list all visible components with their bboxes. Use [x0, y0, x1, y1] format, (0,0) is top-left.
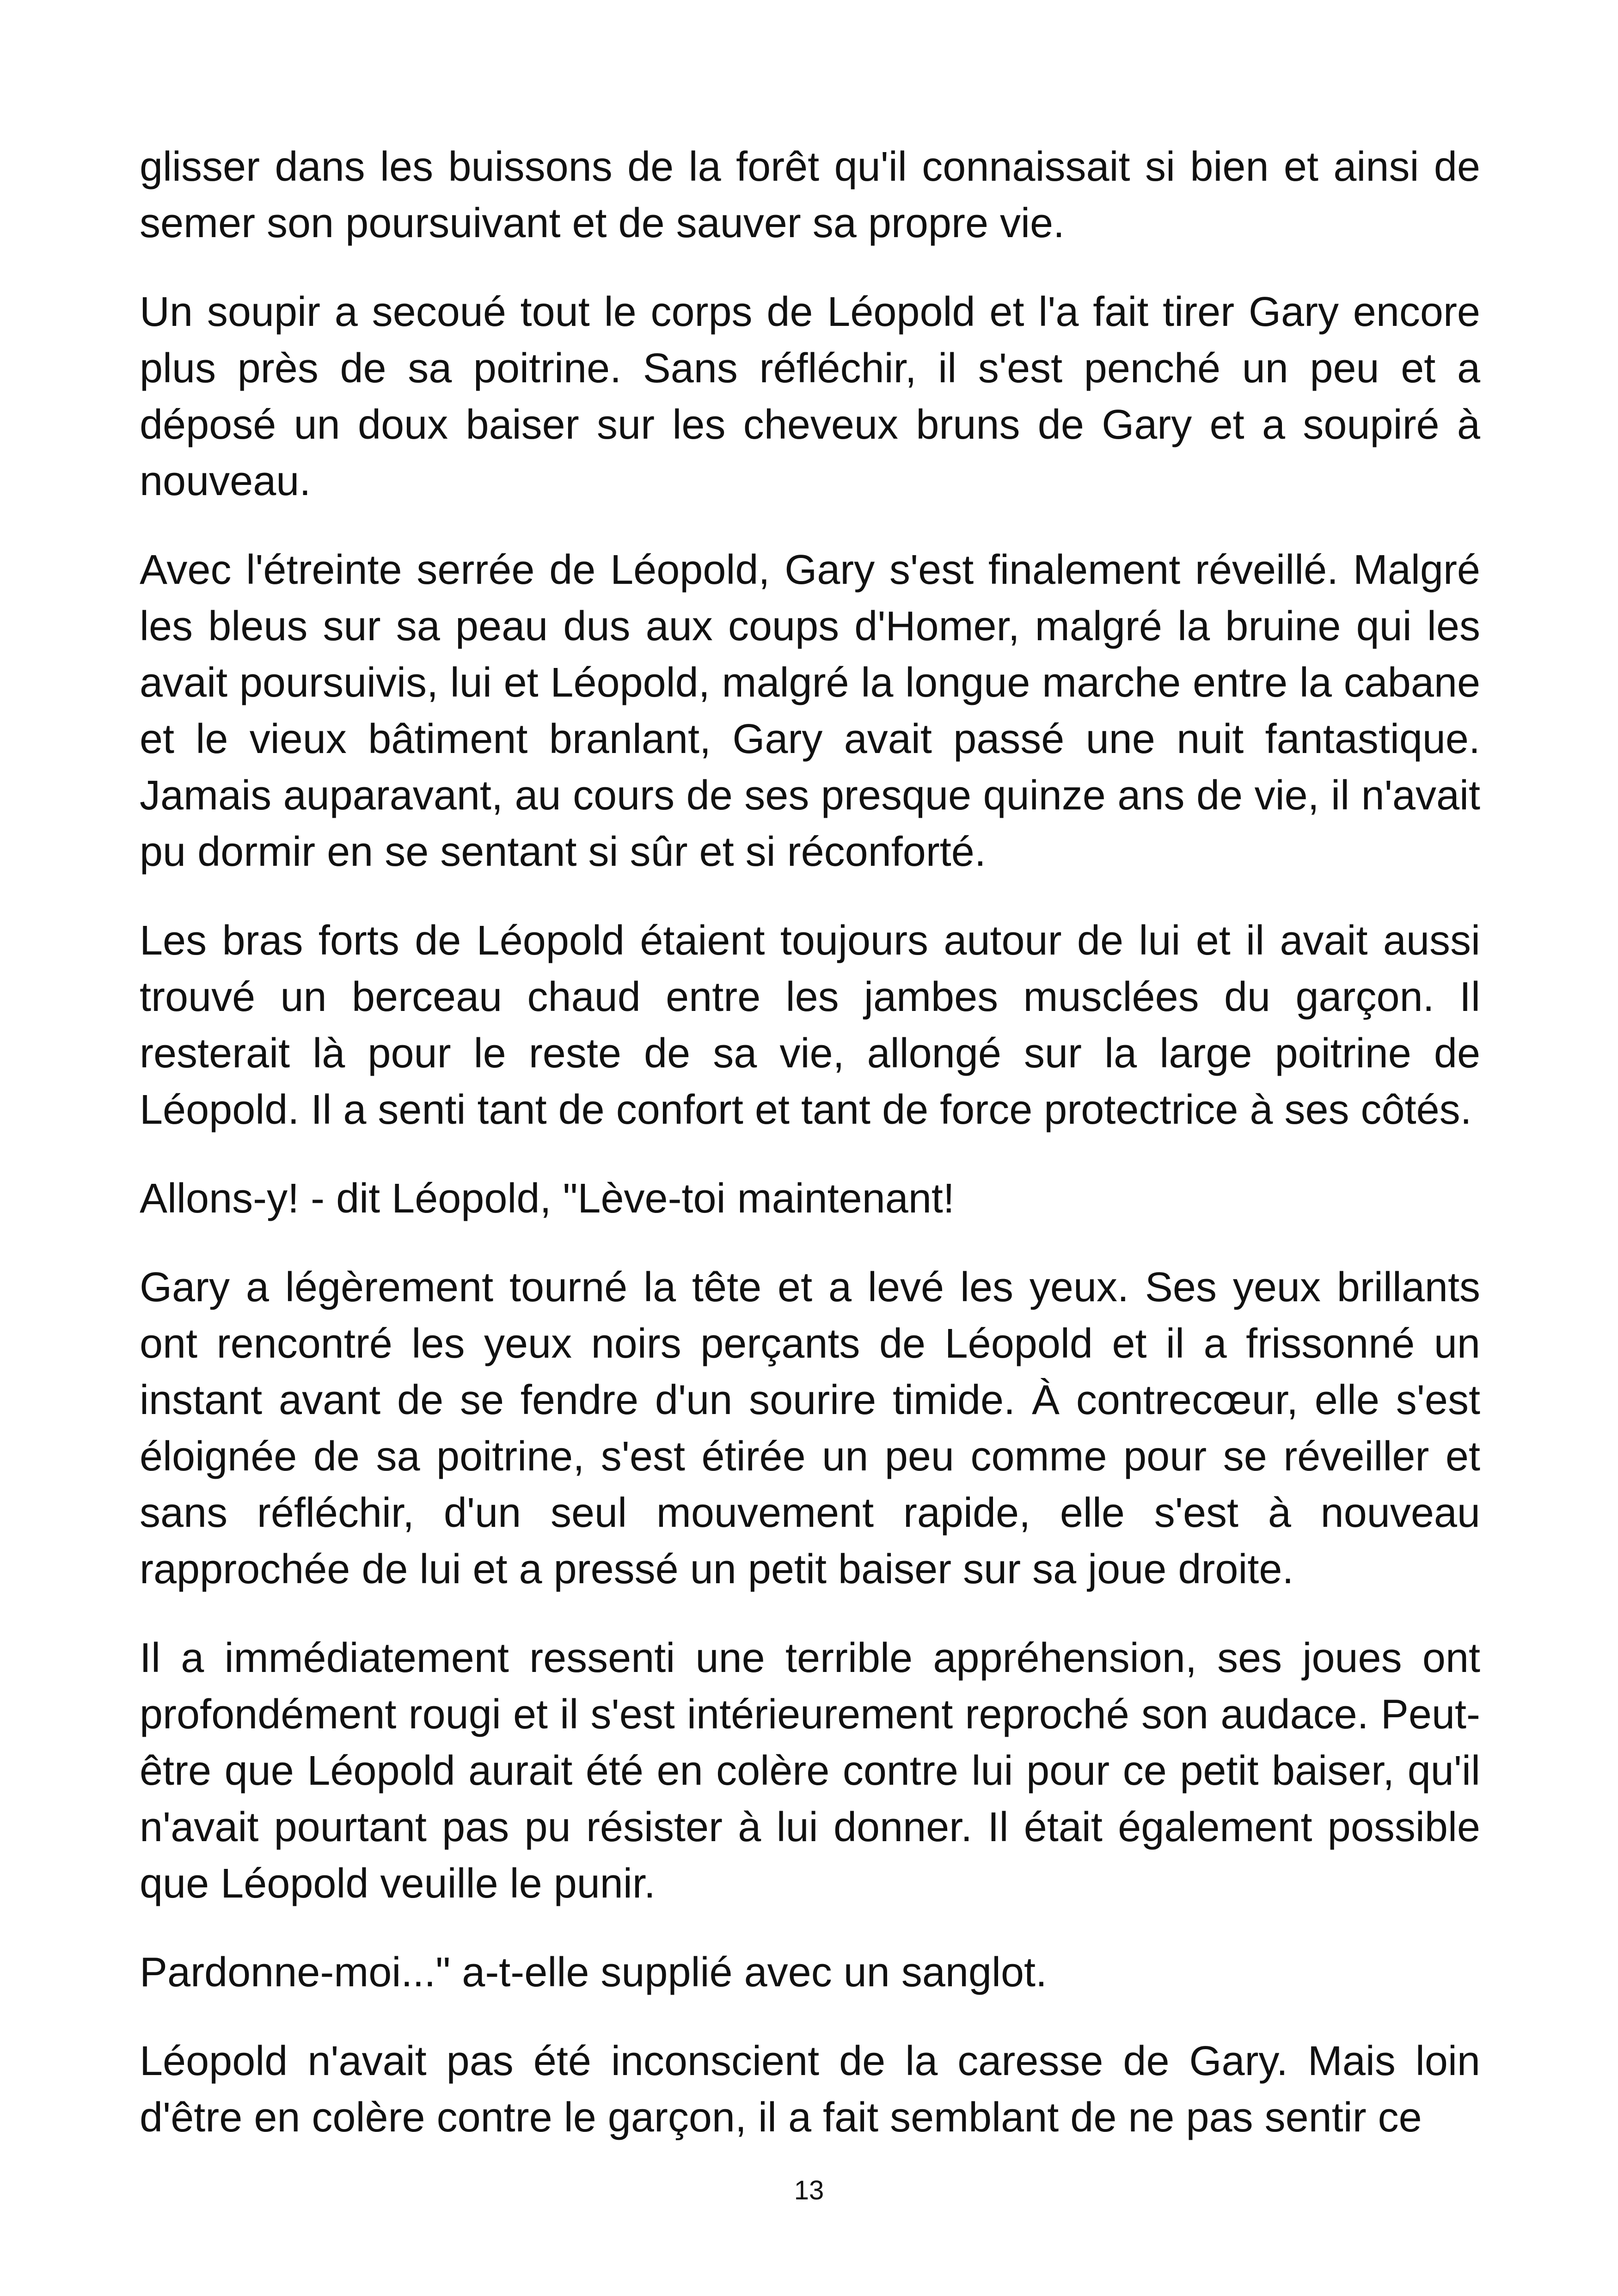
paragraph: Avec l'étreinte serrée de Léopold, Gary s'est finalement réveillé. Malgré les bleus sur sa peau dus aux coups d'Homer, malgré la bruine qui les avait poursuivis, lui et Léopold, malgré la longue marche entre la cabane et le vieux bâtiment branlant, Gary avait passé une nuit fantastique. Jamais auparavant, au cours de ses presque quinze ans de vie, il n'avait pu dormir en se sentant si sûr et si réconforté.	[140, 547, 1480, 875]
paragraph: Allons-y! - dit Léopold, "Lève-toi maintenant!	[140, 1176, 955, 1222]
paragraph: glisser dans les buissons de la forêt qu'il connaissait si bien et ainsi de semer son poursuivant et de sauver sa propre vie.	[140, 144, 1480, 246]
paragraph: Il a immédiatement ressenti une terrible appréhension, ses joues ont profondément rougi et il s'est intérieurement reproché son audace. Peut-être que Léopold aurait été en colère contre lui pour ce petit baiser, qu'il n'avait pourtant pas pu résister à lui donner. Il était également possible que Léopold veuille le punir.	[140, 1635, 1480, 1907]
body-text	[140, 139, 1480, 2178]
paragraph: Pardonne-moi..." a-t-elle supplié avec un sanglot.	[140, 1949, 1048, 1996]
paragraph: Gary a légèrement tourné la tête et a levé les yeux. Ses yeux brillants ont rencontré les yeux noirs perçants de Léopold et il a frissonné un instant avant de se fendre d'un sourire timide. À contrecœur, elle s'est éloignée de sa poitrine, s'est étirée un peu comme pour se réveiller et sans réfléchir, d'un seul mouvement rapide, elle s'est à nouveau rapprochée de lui et a pressé un petit baiser sur sa joue droite.	[140, 1264, 1480, 1592]
page-number: 13	[794, 2175, 824, 2205]
paragraph: Léopold n'avait pas été inconscient de la caresse de Gary. Mais loin d'être en colère contre le garçon, il a fait semblant de ne pas sentir ce	[140, 2038, 1480, 2141]
paragraph: Les bras forts de Léopold étaient toujours autour de lui et il avait aussi trouvé un berceau chaud entre les jambes musclées du garçon. Il resterait là pour le reste de sa vie, allongé sur la large poitrine de Léopold. Il a senti tant de confort et tant de force protectrice à ses côtés.	[140, 918, 1480, 1133]
paragraph: Un soupir a secoué tout le corps de Léopold et l'a fait tirer Gary encore plus près de sa poitrine. Sans réfléchir, il s'est penché un peu et a déposé un doux baiser sur les cheveux bruns de Gary et a soupiré à nouveau.	[140, 289, 1480, 504]
